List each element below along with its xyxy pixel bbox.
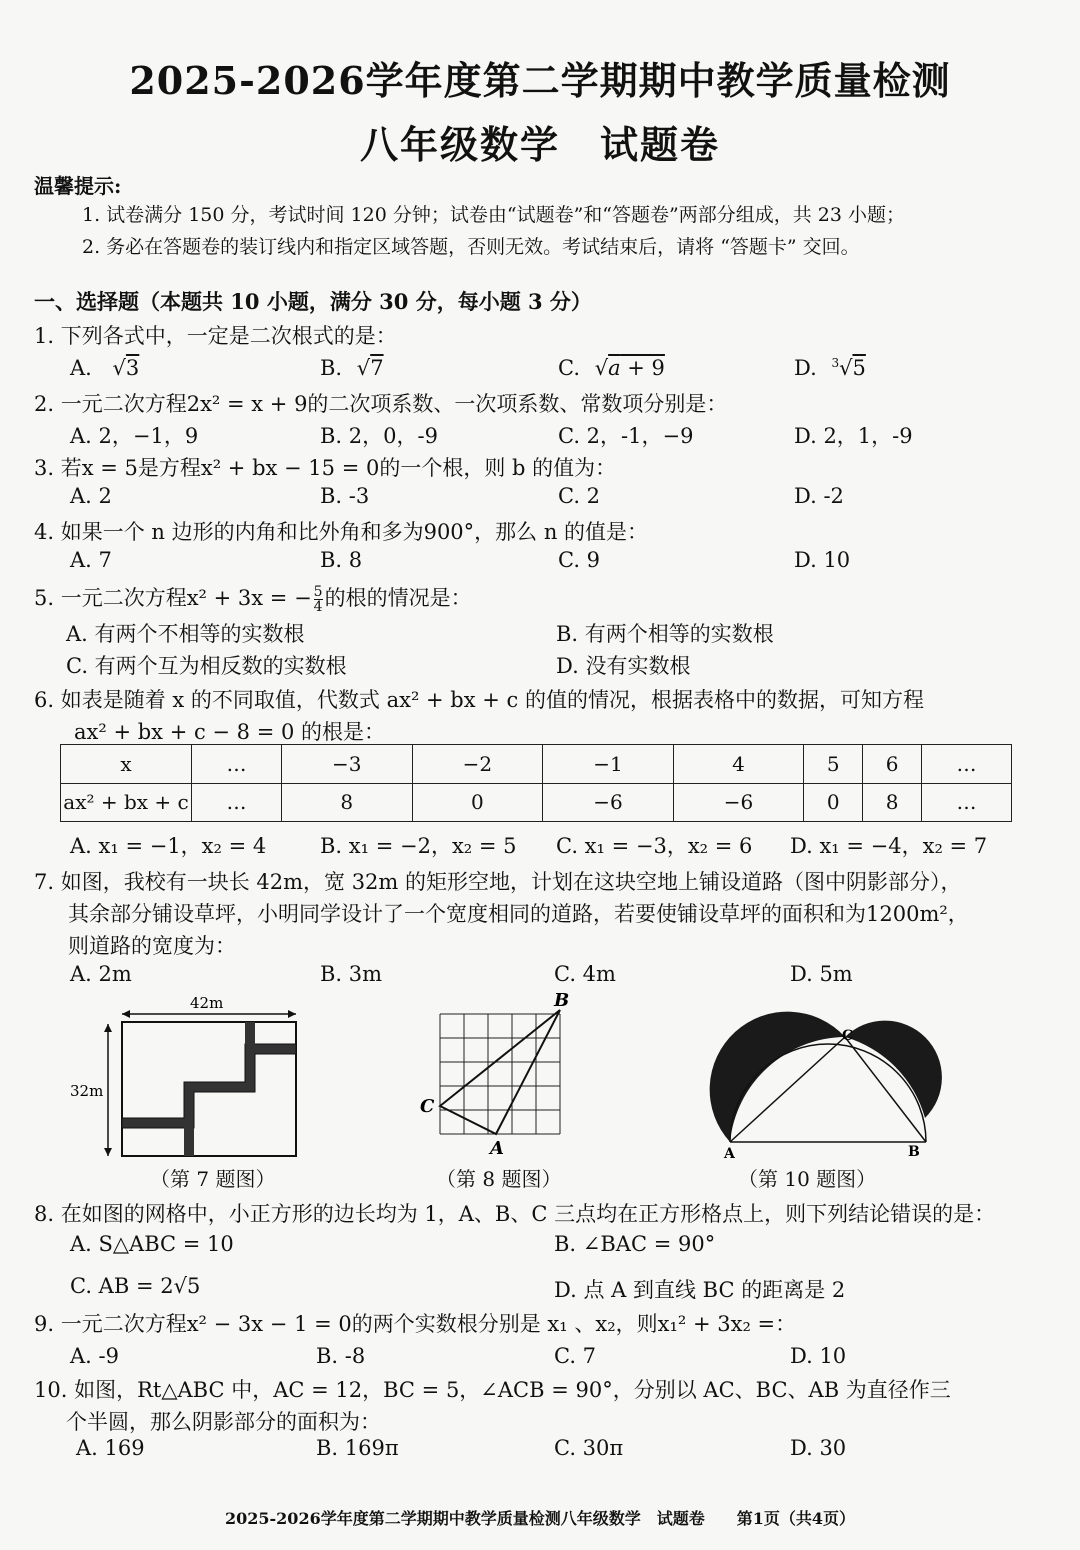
table-cell: …: [921, 783, 1011, 822]
q3-option-a: A. 2: [70, 484, 112, 508]
arrowhead-icon: [104, 1148, 112, 1156]
q3-option-d: D. -2: [794, 484, 844, 508]
q5-stem: 5. 一元二次方程x² + 3x = − $\frac{5}{4}$ 的根的情况是：: [34, 584, 472, 615]
q9-stem: 9. 一元二次方程x² − 3x − 1 = 0的两个实数根分别是 x₁ 、x₂，则x₁² + 3x₂ =：: [34, 1312, 797, 1336]
q10-stem-line1: 10. 如图，Rt△ABC 中，AC = 12，BC = 5，∠ACB = 90°，分别以 AC、BC、AB 为直径作三: [34, 1378, 951, 1402]
table-cell: 5: [804, 745, 863, 784]
table-cell: 8: [863, 783, 922, 822]
q6-stem-line2: ax² + bx + c − 8 = 0 的根是：: [74, 720, 386, 744]
table-cell: ax² + bx + c: [61, 783, 192, 822]
q6-option-c: C. x₁ = −3，x₂ = 6: [556, 834, 753, 858]
table-row: [61, 783, 1012, 822]
table-cell: 6: [863, 745, 922, 784]
arrowhead-icon: [122, 1010, 130, 1018]
q5-option-d: D. 没有实数根: [556, 654, 691, 678]
q3-stem: 3. 若x = 5是方程x² + bx − 15 = 0的一个根，则 b 的值为：: [34, 456, 617, 480]
table-cell: −6: [543, 783, 674, 822]
road-shaded: [122, 1044, 296, 1128]
q4-option-b: B. 8: [320, 548, 363, 572]
table-cell: …: [921, 745, 1011, 784]
table-cell: 0: [412, 783, 543, 822]
table-cell: …: [192, 745, 282, 784]
point-c-label: C: [842, 1028, 854, 1044]
q2-option-a: A. 2，−1，9: [70, 424, 199, 448]
q3-option-c: C. 2: [558, 484, 601, 508]
section-heading: 一、选择题（本题共 10 小题，满分 30 分，每小题 3 分）: [34, 289, 592, 314]
figure-10-caption: （第 10 题图）: [738, 1167, 877, 1191]
q7-option-b: B. 3m: [320, 962, 383, 986]
q7-option-a: A. 2m: [70, 962, 132, 986]
q9-option-a: A. -9: [70, 1344, 119, 1368]
table-cell: −1: [543, 745, 674, 784]
q4-option-a: A. 7: [70, 548, 112, 572]
q2-stem: 2. 一元二次方程2x² = x + 9的二次项系数、一次项系数、常数项分别是：: [34, 392, 728, 416]
figure-10-semicircles: [708, 1000, 948, 1165]
q6-option-d: D. x₁ = −4，x₂ = 7: [790, 834, 988, 858]
figure-8-grid-diagram: [412, 990, 592, 1160]
q8-option-c: C. AB = 2√5: [70, 1274, 201, 1298]
q6-option-b: B. x₁ = −2，x₂ = 5: [320, 834, 517, 858]
q6-option-a: A. x₁ = −1，x₂ = 4: [70, 834, 267, 858]
point-b-label: B: [908, 1144, 920, 1160]
table-cell: −6: [673, 783, 804, 822]
q9-option-c: C. 7: [554, 1344, 597, 1368]
point-b-label: B: [554, 990, 570, 1011]
q5-option-a: A. 有两个不相等的实数根: [66, 622, 305, 646]
table-cell: 8: [281, 783, 412, 822]
table-cell: −3: [281, 745, 412, 784]
q9-option-b: B. -8: [316, 1344, 366, 1368]
q4-stem: 4. 如果一个 n 边形的内角和比外角和多为900°，那么 n 的值是：: [34, 520, 649, 544]
figure-7-road-diagram: [60, 990, 320, 1165]
q7-stem-line2: 其余部分铺设草坪，小明同学设计了一个宽度相同的道路，若要使铺设草坪的面积和为1200m²，: [68, 902, 969, 926]
q2-option-c: C. 2，-1，−9: [558, 424, 694, 448]
q8-option-b: B. ∠BAC = 90°: [554, 1232, 716, 1256]
q10-option-a: A. 169: [76, 1436, 145, 1460]
point-c-label: C: [420, 1096, 435, 1117]
q7-option-c: C. 4m: [554, 962, 616, 986]
table-row: [61, 745, 1012, 784]
page-footer: 2025-2026学年度第二学期期中教学质量检测八年级数学 试题卷 第1页（共4页）: [225, 1509, 855, 1528]
q8-option-d: D. 点 A 到直线 BC 的距离是 2: [554, 1278, 846, 1302]
q1-option-a: A. √3: [70, 356, 140, 380]
figure-8-caption: （第 8 题图）: [436, 1167, 562, 1191]
arrowhead-icon: [288, 1010, 296, 1018]
q4-option-c: C. 9: [558, 548, 601, 572]
value-table: [60, 744, 1012, 822]
table-cell: …: [192, 783, 282, 822]
q10-option-c: C. 30π: [554, 1436, 624, 1460]
q2-option-b: B. 2，0，-9: [320, 424, 438, 448]
q7-stem-line1: 7. 如图，我校有一块长 42m，宽 32m 的矩形空地，计划在这块空地上铺设道路（图中阴影部分），: [34, 870, 962, 894]
q1-option-b: B. √7: [320, 356, 384, 380]
width-label: 42m: [190, 994, 224, 1012]
q9-option-d: D. 10: [790, 1344, 847, 1368]
q8-option-a: A. S△ABC = 10: [70, 1232, 234, 1256]
q10-stem-line2: 个半圆，那么阴影部分的面积为：: [66, 1410, 381, 1434]
table-cell: −2: [412, 745, 543, 784]
triangle-abc: [440, 1010, 560, 1134]
q1-option-c: C. √a + 9: [558, 356, 665, 380]
q1-stem: 1. 下列各式中，一定是二次根式的是：: [34, 324, 397, 348]
point-a-label: A: [490, 1138, 504, 1159]
q3-option-b: B. -3: [320, 484, 370, 508]
table-cell: 0: [804, 783, 863, 822]
exam-subtitle: 八年级数学 试题卷: [359, 122, 720, 167]
q4-option-d: D. 10: [794, 548, 851, 572]
q7-stem-line3: 则道路的宽度为：: [68, 934, 236, 958]
q2-option-d: D. 2，1，-9: [794, 424, 913, 448]
tips-label: 温馨提示:: [34, 174, 122, 198]
q10-option-d: D. 30: [790, 1436, 847, 1460]
tip-2: 2. 务必在答题卷的装订线内和指定区域答题，否则无效。考试结束后，请将 “答题卡” 交回。: [82, 236, 860, 258]
table-cell: 4: [673, 745, 804, 784]
q7-option-d: D. 5m: [790, 962, 853, 986]
point-a-label: A: [724, 1146, 735, 1162]
height-label: 32m: [70, 1082, 104, 1100]
q10-option-b: B. 169π: [316, 1436, 399, 1460]
arrowhead-icon: [104, 1024, 112, 1032]
tip-1: 1. 试卷满分 150 分，考试时间 120 分钟；试卷由“试题卷”和“答题卷”两部分组成，共 23 小题；: [82, 204, 905, 226]
q6-stem-line1: 6. 如表是随着 x 的不同取值，代数式 ax² + bx + c 的值的情况，根据表格中的数据，可知方程: [34, 688, 924, 712]
shaded-lune-ac: [710, 1012, 845, 1142]
exam-title: 2025-2026学年度第二学期期中教学质量检测: [129, 58, 951, 103]
q1-option-d: D. $^3$√5: [794, 356, 866, 380]
q5-option-b: B. 有两个相等的实数根: [556, 622, 774, 646]
q5-option-c: C. 有两个互为相反数的实数根: [66, 654, 347, 678]
figure-7-caption: （第 7 题图）: [150, 1167, 276, 1191]
table-cell: x: [61, 745, 192, 784]
q8-stem: 8. 在如图的网格中，小正方形的边长均为 1，A、B、C 三点均在正方形格点上，则下列结论错误的是：: [34, 1202, 996, 1226]
